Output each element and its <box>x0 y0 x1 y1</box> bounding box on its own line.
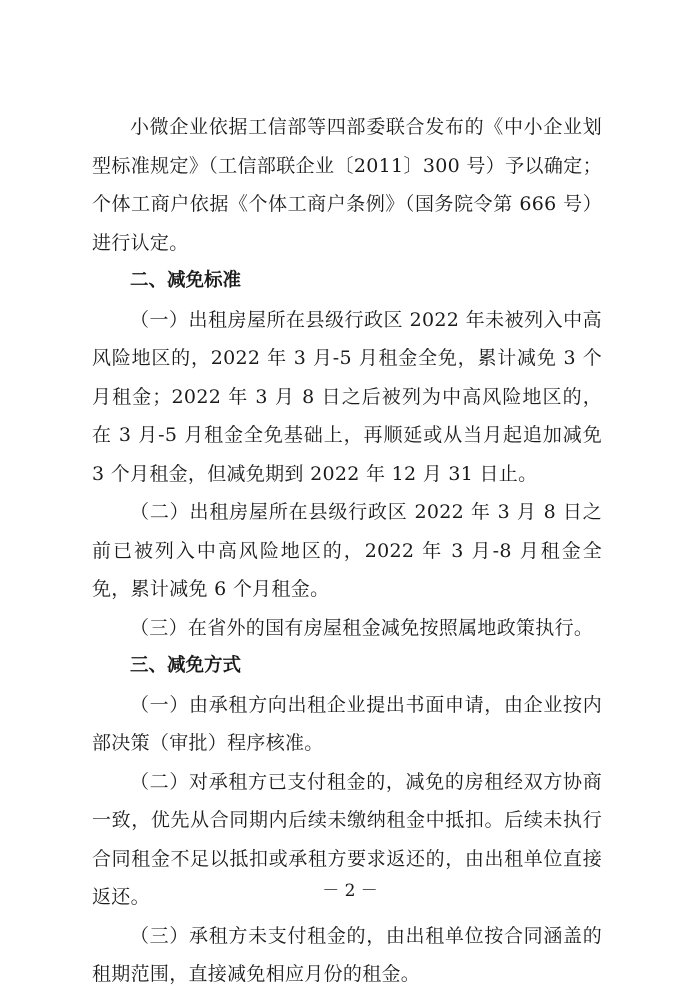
paragraph-method-2: （二）对承租方已支付租金的，减免的房租经双方协商一致，优先从合同期内后续未缴纳租金中抵扣。后续未执行合同租金不足以抵扣或承租方要求返还的，由出租单位直接返还。 <box>92 770 602 908</box>
heading-reduction-standard: 二、减免标准 <box>130 270 242 291</box>
paragraph-method-1: （一）由承租方向出租企业提出书面申请，由企业按内部决策（审批）程序核准。 <box>92 693 602 754</box>
paragraph-standard-3: （三）在省外的国有房屋租金减免按照属地政策执行。 <box>130 616 594 639</box>
page-number: － 2 － <box>322 881 378 901</box>
paragraph-classification-basis: 小微企业依据工信部等四部委联合发布的《中小企业划型标准规定》（工信部联企业〔2011〕300 号）予以确定；个体工商户依据《个体工商户条例》（国务院令第 666 号）进行认定。 <box>92 116 602 254</box>
paragraph-standard-2: （二）出租房屋所在县级行政区 2022 年 3 月 8 日之前已被列入中高风险地区的，2022 年 3 月-8 月租金全免，累计减免 6 个月租金。 <box>92 501 602 600</box>
paragraph-method-3: （三）承租方未支付租金的，由出租单位按合同涵盖的租期范围，直接减免相应月份的租金。 <box>92 924 602 985</box>
heading-reduction-method: 三、减免方式 <box>130 655 242 676</box>
paragraph-standard-1: （一）出租房屋所在县级行政区 2022 年未被列入中高风险地区的，2022 年 3 月-5 月租金全免，累计减免 3 个月租金；2022 年 3 月 8 日之后被列为中高风险地区的，在 3 月-5 月租金全免基础上，再顺延或从当月起追加减免 3 个月租金，但减免期到 2022 年 12 月 31 日止。 <box>92 308 602 485</box>
document-body <box>92 108 602 994</box>
